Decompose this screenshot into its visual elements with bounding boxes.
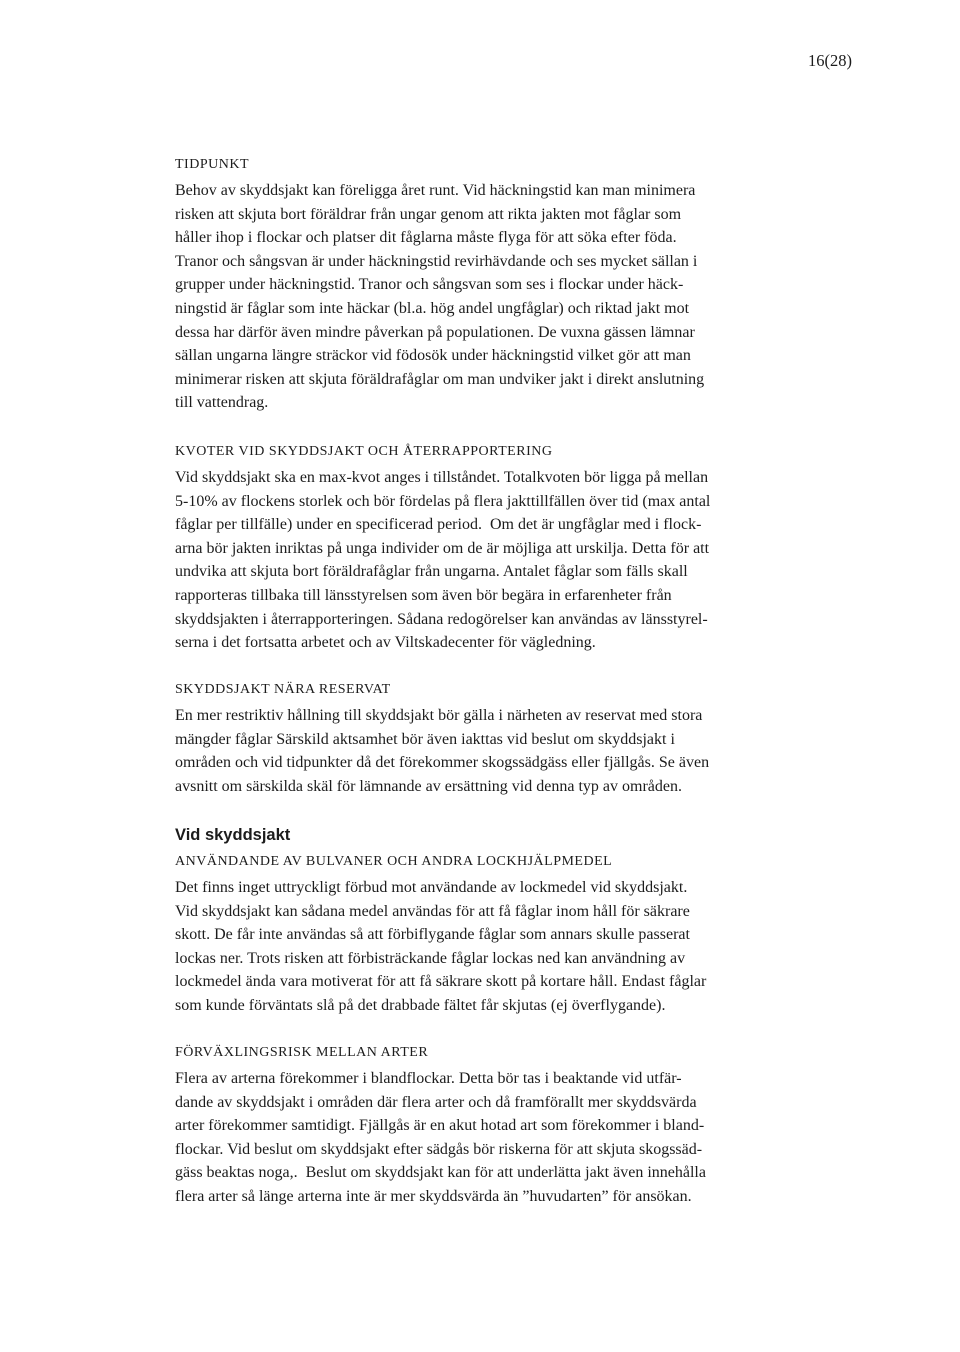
paragraph-line: dande av skyddsjakt i områden där flera arter och då framförallt mer skyddsvärda <box>175 1093 697 1111</box>
paragraph-line: lockmedel ända vara motiverat för att få säkrare skott på kortare håll. Endast fåglar <box>175 973 707 991</box>
paragraph-line: som kunde förväntats slå på det drabbade fältet får skjutas (ej överflygande). <box>175 996 666 1014</box>
section-bulvaner <box>175 850 815 1018</box>
paragraph-line: Behov av skyddsjakt kan föreligga året runt. Vid häckningstid kan man minimera <box>175 182 696 199</box>
paragraph-line: 5-10% av flockens storlek och bör fördelas på flera jakttillfällen över tid (max antal <box>175 492 711 510</box>
paragraph-line: fåglar per tillfälle) under en specificerad period. Om det är ungfåglar med i flock- <box>175 516 702 534</box>
section-heading: ANVÄNDANDE AV BULVANER OCH ANDRA LOCKHJÄLPMEDEL <box>175 854 613 869</box>
section-forvaxlingsrisk <box>175 1041 815 1209</box>
section-heading: TIDPUNKT <box>175 157 249 172</box>
paragraph-line: arna bör jakten inriktas på unga individer om de är möjliga att urskilja. Detta för att <box>175 539 710 557</box>
paragraph-line: sällan ungarna längre sträckor vid födosök under häckningstid vilket gör att man <box>175 347 691 365</box>
paragraph-line: håller ihop i flockar och platser dit fåglarna måste flyga för att söka efter föda. <box>175 229 677 247</box>
paragraph-line: avsnitt om särskilda skäl för lämnande av ersättning vid denna typ av områden. <box>175 777 682 795</box>
paragraph-line: undvika att skjuta bort föräldrafåglar från ungarna. Antalet fåglar som fälls skall <box>175 563 688 581</box>
paragraph-line: Det finns inget uttryckligt förbud mot användande av lockmedel vid skyddsjakt. <box>175 879 688 896</box>
paragraph-line: dessa har därför även mindre påverkan på populationen. De vuxna gässen lämnar <box>175 323 695 341</box>
paragraph-line: ningstid är fåglar som inte häckar (bl.a. hög andel ungfåglar) och riktad jakt mot <box>175 299 690 317</box>
paragraph-line: grupper under häckningstid. Tranor och sångsvan som ses i flockar under häck- <box>175 276 684 294</box>
paragraph-line: serna i det fortsatta arbetet och av Viltskadecenter för vägledning. <box>175 634 596 652</box>
paragraph-line: mängder fåglar Särskild aktsamhet bör även iakttas vid beslut om skyddsjakt i <box>175 730 675 748</box>
section-kvoter <box>175 440 815 655</box>
paragraph-line: Flera av arterna förekommer i blandflockar. Detta bör tas i beaktande vid utfär- <box>175 1070 682 1087</box>
section-heading: KVOTER VID SKYDDSJAKT OCH ÅTERRAPPORTERING <box>175 444 553 459</box>
section-reservat <box>175 678 815 798</box>
page-number: 16(28) <box>808 51 852 70</box>
paragraph-line: gäss beaktas noga,. Beslut om skyddsjakt kan för att underlätta jakt även innehålla <box>175 1164 706 1182</box>
paragraph-line: flera arter så länge arterna inte är mer skyddsvärda än ”huvudarten” för ansökan. <box>175 1187 692 1205</box>
paragraph-line: En mer restriktiv hållning till skyddsjakt bör gälla i närheten av reservat med stora <box>175 707 703 724</box>
paragraph-line: risken att skjuta bort föräldrar från ungar genom att rikta jakten mot fåglar som <box>175 205 682 223</box>
part-title: Vid skyddsjakt <box>175 826 291 844</box>
paragraph-line: till vattendrag. <box>175 394 269 412</box>
paragraph-line: skott. De får inte användas så att förbiflygande fåglar som annars skulle passerat <box>175 926 690 944</box>
paragraph-line: Vid skyddsjakt ska en max-kvot anges i tillståndet. Totalkvoten bör ligga på mellan <box>175 469 709 486</box>
paragraph-line: minimerar risken att skjuta föräldrafåglar om man undviker jakt i direkt anslutning <box>175 370 705 388</box>
paragraph-line: skyddsjakten i återrapporteringen. Sådana redogörelser kan användas av länsstyrel- <box>175 610 708 628</box>
paragraph-line: arter förekommer samtidigt. Fjällgås är en akut hotad art som förekommer i bland- <box>175 1117 705 1135</box>
section-tidpunkt <box>175 153 815 415</box>
paragraph-line: områden och vid tidpunkter då det förekommer skogssädgäss eller fjällgås. Se även <box>175 754 710 772</box>
paragraph-line: Tranor och sångsvan är under häckningstid revirhävdande och ses mycket sällan i <box>175 252 698 270</box>
paragraph-line: Vid skyddsjakt kan sådana medel användas för att få fåglar inom håll för säkrare <box>175 902 690 920</box>
section-heading: SKYDDSJAKT NÄRA RESERVAT <box>175 682 391 697</box>
section-heading: FÖRVÄXLINGSRISK MELLAN ARTER <box>175 1045 429 1060</box>
paragraph-line: lockas ner. Trots risken att förbisträckande fåglar lockas ned kan användning av <box>175 949 686 967</box>
paragraph-line: rapporteras tillbaka till länsstyrelsen som även bör begära in erfarenheter från <box>175 586 672 604</box>
paragraph-line: flockar. Vid beslut om skyddsjakt efter sädgås bör riskerna för att skjuta skogssäd- <box>175 1140 703 1158</box>
